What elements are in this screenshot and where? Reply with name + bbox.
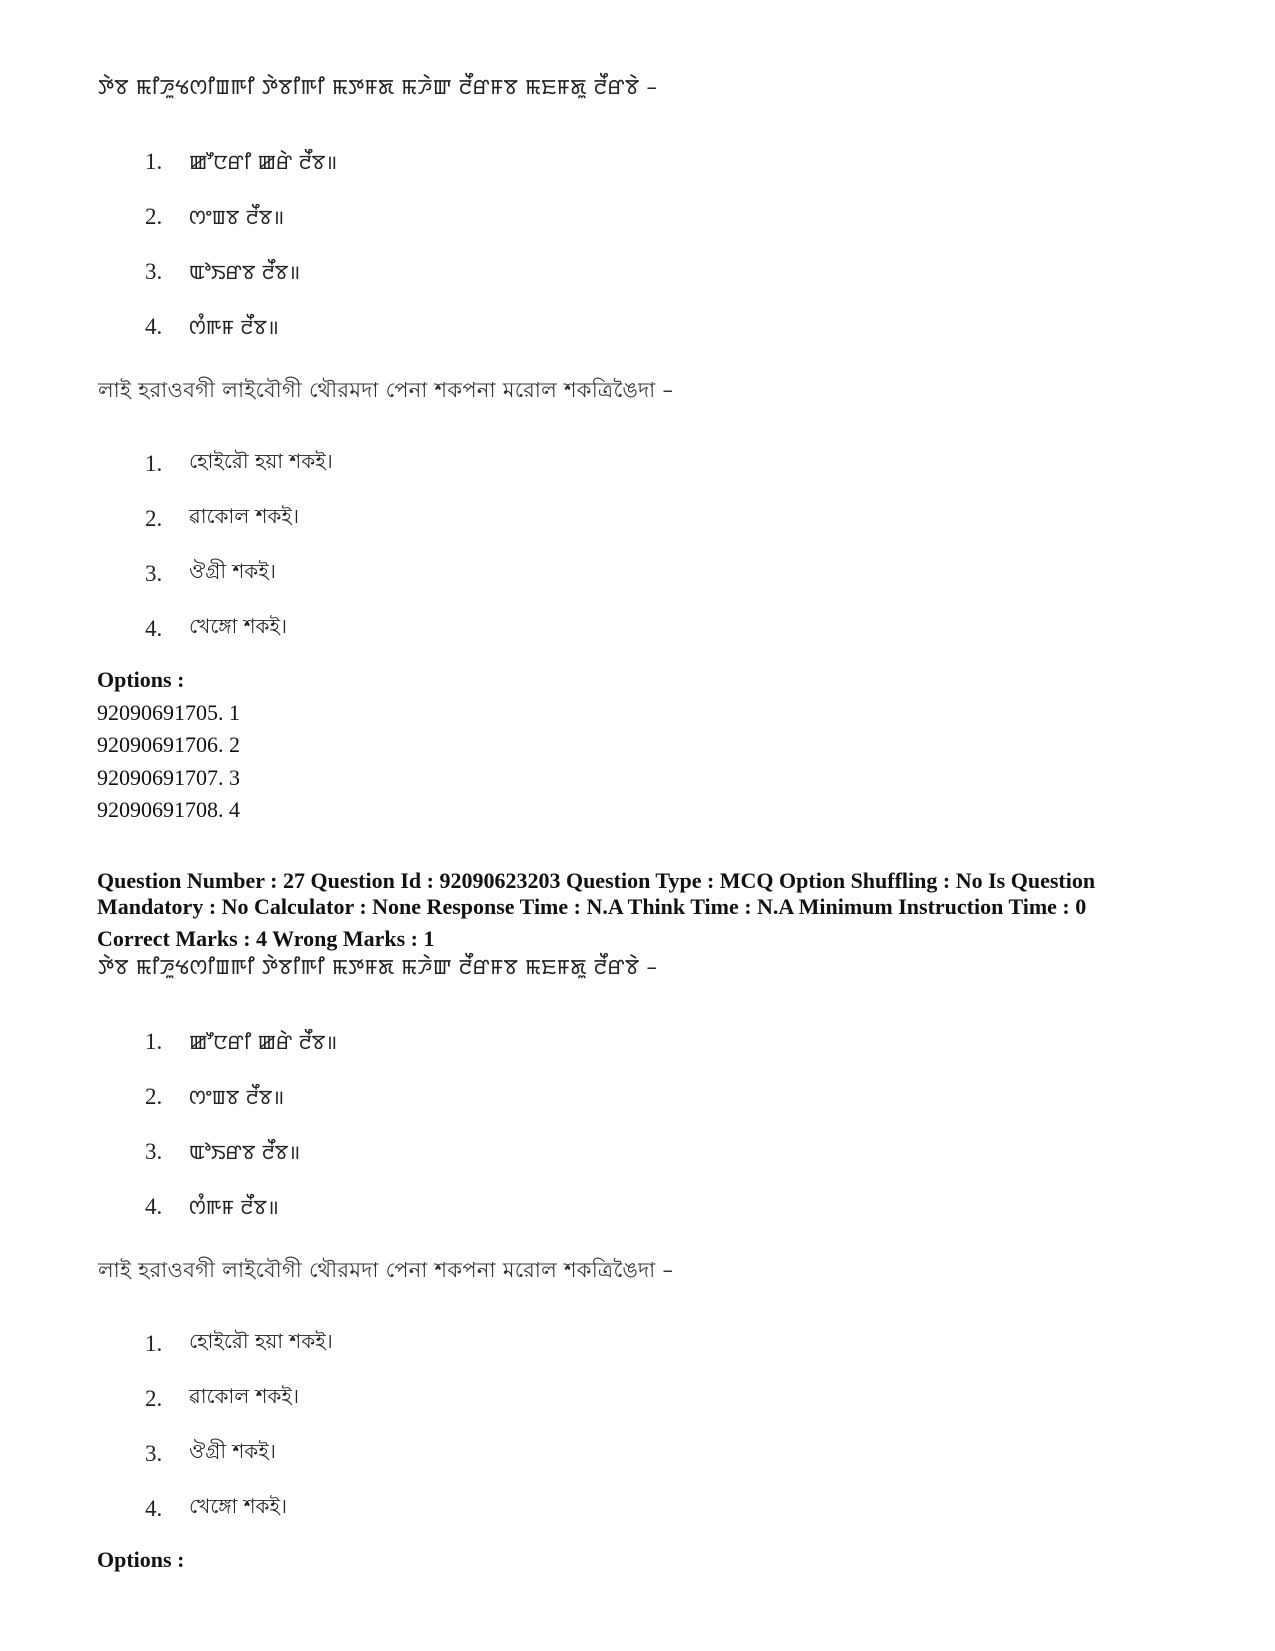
choice-text: হোইরৌ হয়া শকই।: [189, 449, 333, 473]
choice-number: 2.: [145, 1385, 163, 1411]
choice-number: 3.: [145, 258, 163, 284]
choice-list-bengali-1: [145, 436, 333, 656]
choice-number: 2.: [145, 1083, 163, 1109]
choice-number: 3.: [145, 1440, 163, 1466]
options-block-2: [97, 1544, 184, 1577]
question-stem-meetei-1: ꯇꯥꯕ ꯃꯤꯍꯨꯠꯁꯤꯡꯒꯤ ꯇꯥꯕꯤꯒꯤ ꯃꯇꯝꯗ ꯃꯍꯥꯛ ꯂꯩꯔꯝꯕ ꯃꯐꯝꯗꯨ ꯂꯩꯔꯕꯥ –: [98, 75, 658, 99]
choice-item: [145, 299, 337, 354]
choice-text: ꯀꯧꯅꯔꯤ ꯀꯔꯥ ꯂꯩꯕ॥: [189, 1029, 338, 1054]
choice-item: [145, 1481, 333, 1536]
choice-number: 3.: [145, 560, 163, 586]
choice-text: ঔগ্রী শকই।: [189, 1439, 276, 1463]
choice-number: 4.: [145, 313, 163, 339]
options-block-1: [97, 664, 240, 827]
question-stem-bengali-1: লাই হরাওবগী লাইবৌগী থৌরমদা পেনা শকপনা মরোল শকত্রিঙৈদা –: [98, 378, 674, 402]
options-label: Options :: [97, 1547, 185, 1572]
choice-item: [145, 1371, 333, 1426]
choice-text: ꯁꯪꯒꯝ ꯂꯩꯕ॥: [189, 314, 279, 339]
choice-text: হোইরৌ হয়া শকই।: [189, 1329, 333, 1353]
option-id-line: 92090691708. 4: [97, 797, 240, 822]
choice-number: 3.: [145, 1138, 163, 1164]
choice-number: 4.: [145, 1193, 163, 1219]
choice-number: 2.: [145, 203, 163, 229]
choice-list-meetei-1: [145, 134, 337, 354]
question-stem-meetei-2: ꯇꯥꯕ ꯃꯤꯍꯨꯠꯁꯤꯡꯒꯤ ꯇꯥꯕꯤꯒꯤ ꯃꯇꯝꯗ ꯃꯍꯥꯛ ꯂꯩꯔꯝꯕ ꯃꯐꯝꯗꯨ ꯂꯩꯔꯕꯥ –: [98, 955, 658, 979]
option-id-line: 92090691705. 1: [97, 699, 240, 725]
choice-item: [145, 1124, 337, 1179]
choice-number: 2.: [145, 505, 163, 531]
choice-number: 1.: [145, 1028, 163, 1054]
choice-item: [145, 1426, 333, 1481]
metadata-line: Question Number : 27 Question Id : 92090623203 Question Type : MCQ Option Shuffling : No Is Question: [97, 868, 1096, 893]
choice-text: ꯁꯦꯡꯕ ꯂꯩꯕ॥: [189, 1084, 285, 1109]
option-id-line: 92090691707. 3: [97, 764, 240, 790]
choice-text: ꯁꯪꯒꯝ ꯂꯩꯕ॥: [189, 1194, 279, 1219]
choice-number: 1.: [145, 148, 163, 174]
choice-number: 1.: [145, 1330, 163, 1356]
choice-text: ꯑꯣꯏꯔꯕ ꯂꯩꯕ॥: [189, 1139, 301, 1164]
choice-item: [145, 1014, 337, 1069]
choice-text: ꯑꯣꯏꯔꯕ ꯂꯩꯕ॥: [189, 259, 301, 284]
choice-text: খেঙ্গো শকই।: [189, 614, 288, 638]
choice-text: ৱাকোল শকই।: [189, 504, 299, 528]
choice-text: ৱাকোল শকই।: [189, 1384, 299, 1408]
metadata-line: Correct Marks : 4 Wrong Marks : 1: [97, 926, 435, 951]
choice-text: ꯀꯧꯅꯔꯤ ꯀꯔꯥ ꯂꯩꯕ॥: [189, 149, 338, 174]
choice-item: [145, 491, 333, 546]
choice-list-meetei-2: [145, 1014, 337, 1234]
question-metadata: [97, 868, 1197, 952]
choice-number: 1.: [145, 450, 163, 476]
choice-item: [145, 436, 333, 491]
question-stem-bengali-2: লাই হরাওবগী লাইবৌগী থৌরমদা পেনা শকপনা মরোল শকত্রিঙৈদা –: [98, 1258, 674, 1282]
choice-list-bengali-2: [145, 1316, 333, 1536]
choice-text: ꯁꯦꯡꯕ ꯂꯩꯕ॥: [189, 204, 285, 229]
choice-text: খেঙ্গো শকই।: [189, 1494, 288, 1518]
choice-item: [145, 546, 333, 601]
choice-item: [145, 1069, 337, 1124]
choice-number: 4.: [145, 1495, 163, 1521]
option-id-line: 92090691706. 2: [97, 732, 240, 757]
choice-item: [145, 244, 337, 299]
choice-item: [145, 189, 337, 244]
choice-item: [145, 134, 337, 189]
choice-item: [145, 1179, 337, 1234]
metadata-line: Mandatory : No Calculator : None Response Time : N.A Think Time : N.A Minimum Instruction Time : 0: [97, 894, 1087, 919]
options-label: Options :: [97, 667, 185, 692]
choice-number: 4.: [145, 615, 163, 641]
choice-item: [145, 601, 333, 656]
choice-text: ঔগ্রী শকই।: [189, 559, 276, 583]
choice-item: [145, 1316, 333, 1371]
